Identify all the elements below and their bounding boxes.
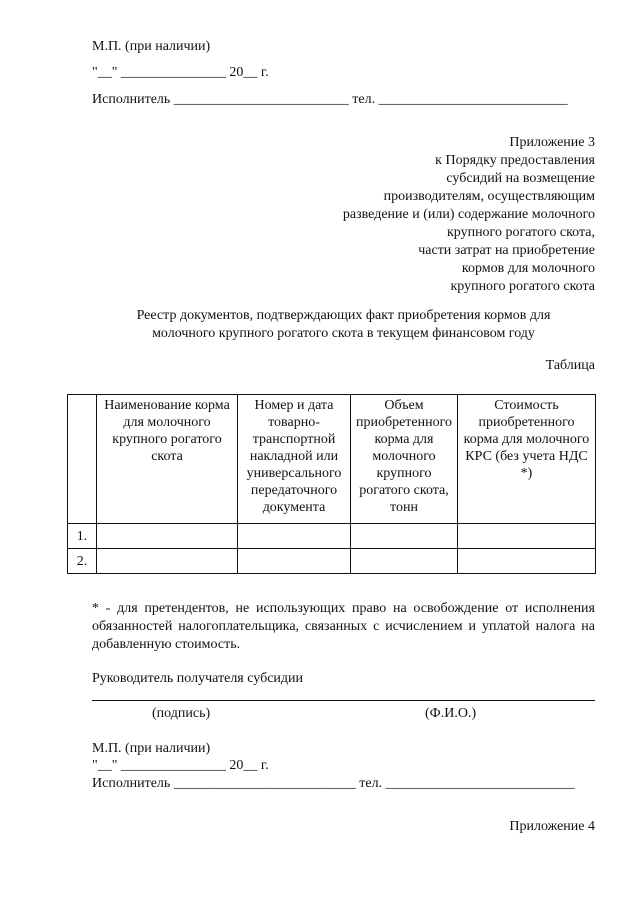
footnote: * - для претендентов, не использующих право на освобождение от исполнения обязанностей налогоплательщика, связанных с исчислением и уплатой налога на добавленную стоимость. <box>92 601 595 652</box>
appendix-4-header: Приложение 4 <box>509 819 595 834</box>
table-row <box>68 524 596 549</box>
signature-underline <box>92 700 595 701</box>
header-document-number-date: Номер и дата товарно-транспортной накладной или универсального передаточного документа <box>238 395 351 524</box>
table-cell <box>351 524 458 549</box>
register-title-line: Реестр документов, подтверждающих факт приобретения кормов для <box>136 308 551 323</box>
table-cell <box>458 549 596 574</box>
header-feed-cost: Стоимость приобретенного корма для молочного КРС (без учета НДС *) <box>458 395 596 524</box>
appendix-3-line: крупного рогатого скота <box>450 279 595 294</box>
appendix-3-line: кормов для молочного <box>461 261 595 276</box>
table-cell <box>351 549 458 574</box>
table-row <box>68 549 596 574</box>
signature-label: (подпись) <box>152 706 211 721</box>
date-line-top: "__" _______________ 20__ г. <box>92 65 269 80</box>
row-number: 2. <box>68 549 97 574</box>
fio-label: (Ф.И.О.) <box>425 706 477 721</box>
row-number: 1. <box>68 524 97 549</box>
header-feed-name: Наименование корма для молочного крупного рогатого скота <box>97 395 238 524</box>
table-cell <box>97 524 238 549</box>
header-number <box>68 395 97 524</box>
appendix-3-line: к Порядку предоставления <box>435 153 595 168</box>
appendix-3-line: Приложение 3 <box>509 135 595 150</box>
register-title <box>92 307 595 343</box>
register-table <box>67 394 596 574</box>
signature-heading: Руководитель получателя субсидии <box>92 671 304 686</box>
appendix-3-line: разведение и (или) содержание молочного <box>342 207 595 222</box>
date-line-bottom: "__" _______________ 20__ г. <box>92 758 269 773</box>
table-label: Таблица <box>545 358 595 373</box>
stamp-placeholder-bottom: М.П. (при наличии) <box>92 741 211 756</box>
table-cell <box>97 549 238 574</box>
table-header-row <box>68 395 596 524</box>
executor-line-bottom: Исполнитель __________________________ тел. ___________________________ <box>92 776 575 791</box>
register-title-line: молочного крупного рогатого скота в текущем финансовом году <box>152 326 535 341</box>
appendix-3-header <box>343 134 595 296</box>
header-feed-volume: Объем приобретенного корма для молочного крупного рогатого скота, тонн <box>351 395 458 524</box>
stamp-placeholder-top: М.П. (при наличии) <box>92 39 211 54</box>
table-cell <box>238 524 351 549</box>
appendix-3-line: субсидий на возмещение <box>446 171 595 186</box>
appendix-3-line: производителям, осуществляющим <box>383 189 595 204</box>
table-cell <box>458 524 596 549</box>
executor-line-top: Исполнитель _________________________ тел. ___________________________ <box>92 92 568 107</box>
table-cell <box>238 549 351 574</box>
appendix-3-line: крупного рогатого скота, <box>446 225 595 240</box>
appendix-3-line: части затрат на приобретение <box>418 243 595 258</box>
